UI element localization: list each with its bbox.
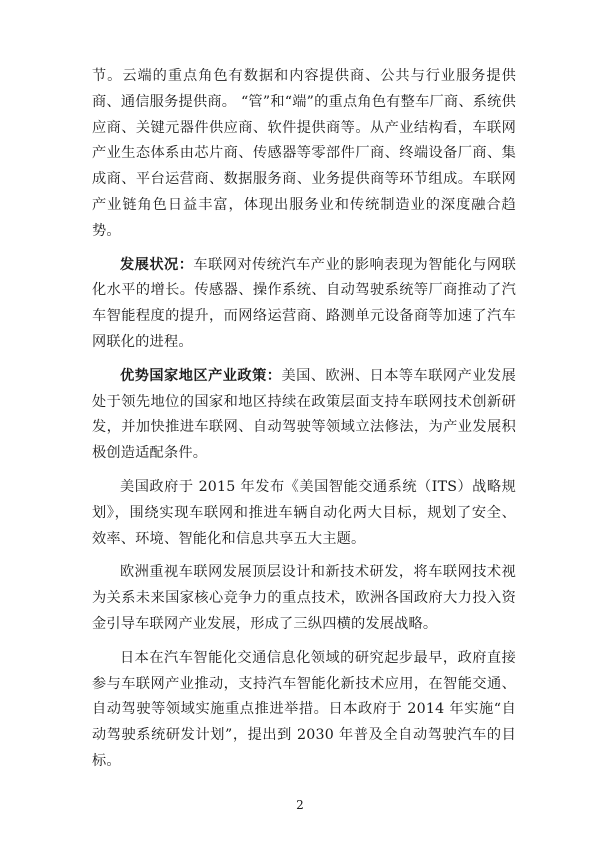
- paragraph-usa: [92, 475, 516, 552]
- paragraph-lead-heading: 发展状况：: [120, 256, 194, 273]
- paragraph-europe: [92, 560, 516, 637]
- paragraph-text: 美国政府于 2015 年发布《美国智能交通系统（ITS）战略规划》，围绕实现车联网和推进车辆自动化两大目标，规划了安全、效率、环境、智能化和信息共享五大主题。: [92, 478, 516, 547]
- page-number: 2: [296, 798, 304, 812]
- paragraph-continuation: [92, 64, 516, 245]
- paragraph-text: 日本在汽车智能化交通信息化领域的研究起步最早，政府直接参与车联网产业推动，支持汽车智能化新技术应用，在智能交通、自动驾驶等领域实施重点推进举措。日本政府于 2014 年实施“自动驾驶系统研发计划”，提出到 2030 年普及全自动驾驶汽车的目标。: [92, 649, 516, 769]
- paragraph-lead-heading: 优势国家地区产业政策：: [120, 367, 282, 384]
- paragraph-text: 车联网对传统汽车产业的影响表现为智能化与网联化水平的增长。传感器、操作系统、自动驾驶系统等厂商推动了汽车智能程度的提升，而网络运营商、路测单元设备商等加速了汽车网联化的进程。: [92, 256, 516, 350]
- paragraph-development-status: [92, 253, 516, 356]
- paragraph-japan: [92, 646, 516, 775]
- paragraph-text: 美国、欧洲、日本等车联网产业发展处于领先地位的国家和地区持续在政策层面支持车联网技术创新研发，并加快推进车联网、自动驾驶等领域立法修法，为产业发展积极创造适配条件。: [92, 367, 516, 462]
- paragraph-text: 节。云端的重点角色有数据和内容提供商、公共与行业服务提供商、通信服务提供商。 “管”和“端”的重点角色有整车厂商、系统供应商、关键元器件供应商、软件提供商等。从产业结构看，车联网产业生态体系由芯片商、传感器等零部件厂商、终端设备厂商、集成商、平台运营商、数据服务商、业务提供商等环节组成。车联网产业链角色日益丰富，体现出服务业和传统制造业的深度融合趋势。: [92, 68, 516, 239]
- paragraph-policy: [92, 364, 516, 467]
- paragraph-text: 欧洲重视车联网发展顶层设计和新技术研发，将车联网技术视为关系未来国家核心竞争力的重点技术，欧洲各国政府大力投入资金引导车联网产业发展，形成了三纵四横的发展战略。: [92, 564, 516, 632]
- body-text: [92, 64, 516, 783]
